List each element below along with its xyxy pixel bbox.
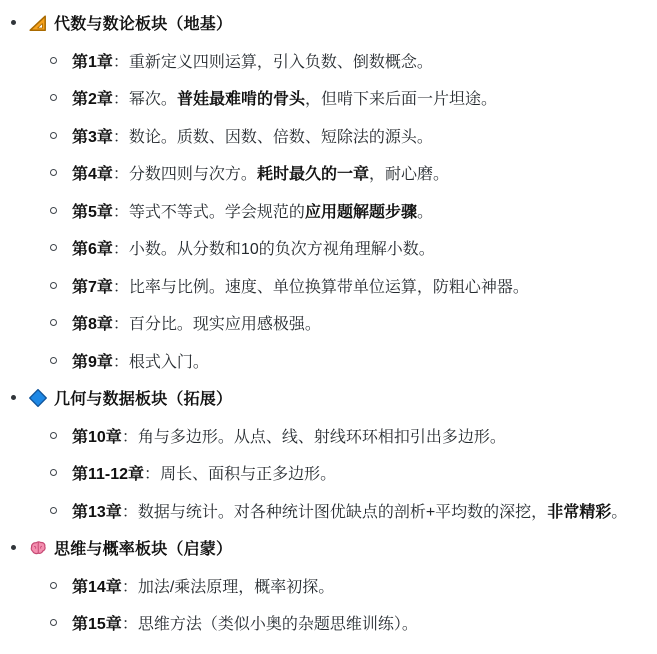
bullet-circle-icon bbox=[50, 282, 57, 289]
label-separator: ： bbox=[121, 578, 138, 596]
chapter-label: 第7章 bbox=[72, 278, 113, 296]
chapter-text: 。 bbox=[416, 203, 433, 221]
chapter-label: 第6章 bbox=[72, 241, 113, 258]
chapter-text: 等式不等式。学会规范的 bbox=[128, 203, 305, 221]
bullet-circle-icon bbox=[50, 207, 57, 214]
bullet-circle-icon bbox=[50, 619, 57, 626]
chapter-label: 第14章 bbox=[72, 578, 122, 596]
bullet-circle-icon bbox=[50, 357, 57, 364]
chapter-text-bold: 耗时最久的一章 bbox=[256, 166, 369, 183]
chapter-row bbox=[0, 275, 657, 296]
bullet-dot-icon bbox=[11, 545, 16, 550]
section-title: 思维与概率板块（启蒙） bbox=[54, 541, 233, 558]
bullet-circle-icon bbox=[50, 132, 57, 139]
section-row bbox=[0, 387, 657, 408]
chapter-text: 数论。质数、因数、倍数、短除法的源头。 bbox=[128, 128, 433, 146]
label-separator: ： bbox=[112, 316, 129, 333]
chapter-text: ，耐心磨。 bbox=[368, 166, 449, 183]
chapter-label: 第2章 bbox=[72, 91, 113, 108]
chapter-text: 根式入门。 bbox=[128, 353, 209, 371]
chapter-row bbox=[0, 50, 657, 71]
chapter-row bbox=[0, 350, 657, 371]
chapter-row bbox=[0, 87, 657, 108]
label-separator: ： bbox=[112, 91, 129, 108]
label-separator: ： bbox=[112, 278, 129, 296]
section-row bbox=[0, 537, 657, 558]
chapter-row bbox=[0, 575, 657, 596]
chapter-label: 第11-12章 bbox=[72, 466, 145, 483]
chapter-text: 加法/乘法原理，概率初探。 bbox=[137, 578, 335, 596]
chapter-label: 第5章 bbox=[72, 203, 113, 221]
chapter-row bbox=[0, 312, 657, 333]
chapter-row bbox=[0, 125, 657, 146]
label-separator: ： bbox=[112, 353, 129, 371]
chapter-text: 小数。从分数和10的负次方视角理解小数。 bbox=[128, 241, 435, 258]
chapter-text: 周长、面积与正多边形。 bbox=[160, 466, 337, 483]
chapter-text: 分数四则与次方。 bbox=[128, 166, 257, 183]
label-separator: ： bbox=[112, 128, 129, 146]
chapter-text-bold: 应用题解题步骤 bbox=[304, 203, 417, 221]
triangular-ruler-icon bbox=[28, 13, 48, 33]
label-separator: ： bbox=[112, 166, 129, 183]
chapter-text: 重新定义四则运算，引入负数、倒数概念。 bbox=[128, 53, 433, 71]
chapter-text: ，但啃下来后面一片坦途。 bbox=[304, 91, 497, 108]
chapter-label: 第10章 bbox=[72, 428, 122, 446]
bullet-circle-icon bbox=[50, 319, 57, 326]
bullet-dot-icon bbox=[11, 395, 16, 400]
bullet-circle-icon bbox=[50, 507, 57, 514]
label-separator: ： bbox=[121, 503, 138, 521]
chapter-label: 第8章 bbox=[72, 316, 113, 333]
chapter-row bbox=[0, 237, 657, 258]
label-separator: ： bbox=[121, 428, 138, 446]
bullet-circle-icon bbox=[50, 469, 57, 476]
chapter-label: 第13章 bbox=[72, 503, 122, 521]
chapter-text: 思维方法（类似小奥的杂题思维训练）。 bbox=[137, 616, 418, 633]
bullet-dot-icon bbox=[11, 20, 16, 25]
chapter-row bbox=[0, 612, 657, 633]
bullet-circle-icon bbox=[50, 432, 57, 439]
bullet-circle-icon bbox=[50, 582, 57, 589]
label-separator: ： bbox=[144, 466, 161, 483]
bullet-circle-icon bbox=[50, 244, 57, 251]
chapter-text: 比率与比例。速度、单位换算带单位运算，防粗心神器。 bbox=[128, 278, 529, 296]
chapter-text: 。 bbox=[611, 503, 628, 521]
chapter-text: 数据与统计。对各种统计图优缺点的剖析+平均数的深挖， bbox=[137, 503, 548, 521]
chapter-label: 第1章 bbox=[72, 53, 113, 71]
bullet-circle-icon bbox=[50, 94, 57, 101]
blue-diamond-icon bbox=[28, 388, 48, 408]
chapter-label: 第4章 bbox=[72, 166, 113, 183]
chapter-row bbox=[0, 425, 657, 446]
chapter-text: 幂次。 bbox=[128, 91, 177, 108]
chapter-row bbox=[0, 462, 657, 483]
chapter-row bbox=[0, 500, 657, 521]
section-title: 代数与数论板块（地基） bbox=[54, 16, 233, 33]
chapter-text-bold: 普娃最难啃的骨头 bbox=[176, 91, 305, 108]
chapter-label: 第9章 bbox=[72, 353, 113, 371]
chapter-row bbox=[0, 162, 657, 183]
chapter-label: 第15章 bbox=[72, 616, 122, 633]
brain-icon bbox=[28, 538, 48, 558]
bullet-circle-icon bbox=[50, 169, 57, 176]
label-separator: ： bbox=[121, 616, 138, 633]
chapter-row bbox=[0, 200, 657, 221]
chapter-text-bold: 非常精彩 bbox=[547, 503, 612, 521]
chapter-text: 百分比。现实应用感极强。 bbox=[128, 316, 321, 333]
label-separator: ： bbox=[112, 203, 129, 221]
section-row bbox=[0, 12, 657, 33]
chapter-label: 第3章 bbox=[72, 128, 113, 146]
section-title: 几何与数据板块（拓展） bbox=[54, 391, 233, 408]
label-separator: ： bbox=[112, 241, 129, 258]
chapter-text: 角与多边形。从点、线、射线环环相扣引出多边形。 bbox=[137, 428, 506, 446]
bullet-circle-icon bbox=[50, 57, 57, 64]
label-separator: ： bbox=[112, 53, 129, 71]
